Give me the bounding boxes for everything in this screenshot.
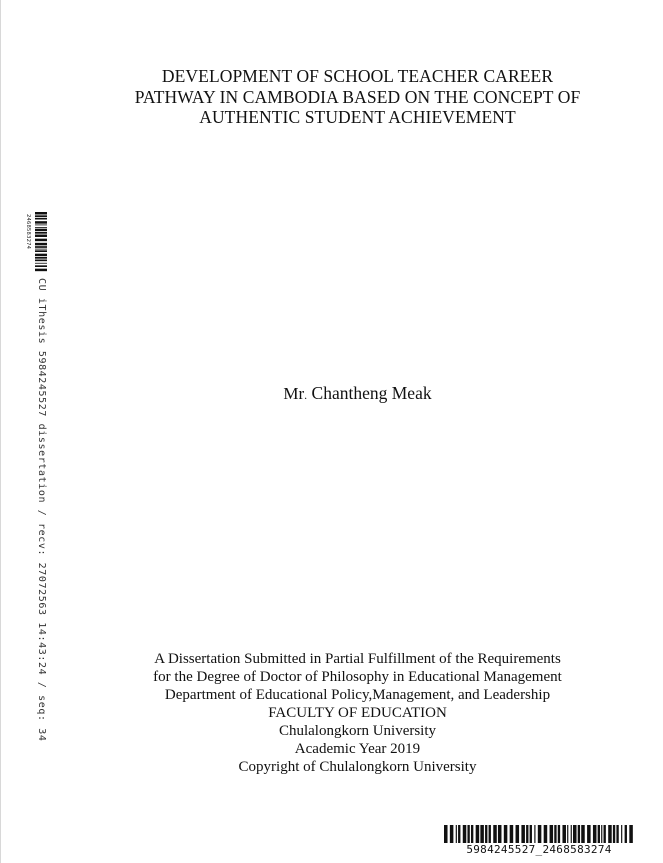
barcode-bar	[604, 825, 606, 843]
barcode-bar	[516, 825, 520, 843]
barcode-bar	[35, 265, 47, 267]
barcode-bar	[578, 825, 580, 843]
barcode-bar	[544, 825, 548, 843]
barcode-bar	[593, 825, 597, 843]
author-name	[100, 382, 615, 406]
barcode-bar	[35, 250, 47, 252]
barcode-bar	[35, 221, 47, 224]
barcode-bar	[458, 825, 460, 843]
barcode-bar	[456, 825, 457, 843]
barcode-bar	[550, 825, 554, 843]
barcode-bar	[526, 825, 528, 843]
barcode-bar	[444, 825, 448, 843]
submission-line: A Dissertation Submitted in Partial Fulfillment of the Requirements	[154, 651, 561, 667]
barcode-bar	[616, 825, 618, 843]
barcode-bar	[530, 825, 532, 843]
barcode-bar	[35, 249, 47, 250]
barcode-bar	[485, 825, 487, 843]
barcode-bar	[625, 825, 627, 843]
barcode-bar	[510, 825, 514, 843]
barcode-bar	[471, 825, 473, 843]
barcode-bar	[35, 263, 47, 264]
bottom-barcode-number: 5984245527_2468583274	[466, 843, 612, 856]
barcode-bar	[598, 825, 600, 843]
barcode-bar	[35, 225, 47, 226]
barcode-bar	[35, 218, 47, 220]
ithesis-stamp: CU iThesis 5984245527 dissertation / recv: 27072563 14:43:24 / seq: 34	[36, 278, 47, 742]
barcode-bar	[35, 254, 47, 256]
title-line: PATHWAY IN CAMBODIA BASED ON THE CONCEPT OF	[134, 86, 581, 107]
author-prefix-dot: .	[304, 388, 308, 402]
barcode-bar	[573, 825, 577, 843]
barcode-bar	[498, 825, 502, 843]
barcode-bar	[521, 825, 525, 843]
barcode-bar	[489, 825, 491, 843]
faculty-name: FACULTY OF EDUCATION	[268, 705, 447, 721]
barcode-bar	[463, 825, 467, 843]
university-name: Chulalongkorn University	[278, 723, 437, 739]
barcode-bar	[35, 243, 47, 246]
barcode-bar	[35, 246, 47, 248]
title-line: AUTHENTIC STUDENT ACHIEVEMENT	[199, 107, 516, 127]
barcode-bar	[450, 825, 454, 843]
barcode-bar	[538, 825, 542, 843]
thesis-title	[100, 66, 615, 128]
barcode-bar	[476, 825, 480, 843]
barcode-bar	[493, 825, 497, 843]
barcode-bar	[571, 825, 572, 843]
author-prefix: Mr	[283, 384, 305, 403]
side-barcode-number: 2468583274	[25, 214, 31, 250]
barcode-bar	[35, 229, 47, 232]
submission-statement	[100, 650, 615, 776]
page-edge	[0, 0, 1, 863]
barcode-bar	[35, 232, 47, 234]
side-barcode-icon	[35, 212, 47, 272]
author-full-name: Chantheng Meak	[307, 383, 432, 403]
barcode-bar	[35, 215, 47, 217]
barcode-bar	[601, 825, 602, 843]
barcode-bar	[621, 825, 622, 843]
barcode-bar	[613, 825, 615, 843]
bottom-barcode-icon	[444, 825, 634, 843]
academic-year: Academic Year 2019	[294, 741, 421, 757]
barcode-bar	[504, 825, 508, 843]
barcode-bar	[35, 235, 47, 238]
submission-line: for the Degree of Doctor of Philosophy in Educational Management	[153, 669, 562, 685]
barcode-bar	[558, 825, 560, 843]
barcode-bar	[35, 269, 47, 272]
barcode-bar	[554, 825, 556, 843]
barcode-bar	[35, 212, 47, 215]
barcode-bar	[480, 825, 484, 843]
copyright-line: Copyright of Chulalongkorn University	[238, 759, 477, 775]
barcode-bar	[35, 257, 47, 259]
barcode-bar	[581, 825, 585, 843]
barcode-bar	[608, 825, 612, 843]
barcode-bar	[629, 825, 633, 843]
barcode-bar	[562, 825, 566, 843]
submission-line: Department of Educational Policy,Management, and Leadership	[164, 687, 551, 703]
barcode-bar	[35, 260, 47, 262]
barcode-bar	[587, 825, 591, 843]
barcode-bar	[35, 227, 47, 228]
barcode-bar	[567, 825, 568, 843]
title-line: DEVELOPMENT OF SCHOOL TEACHER CAREER	[161, 66, 554, 86]
barcode-bar	[534, 825, 535, 843]
barcode-bar	[467, 825, 469, 843]
barcode-bar	[35, 239, 47, 242]
